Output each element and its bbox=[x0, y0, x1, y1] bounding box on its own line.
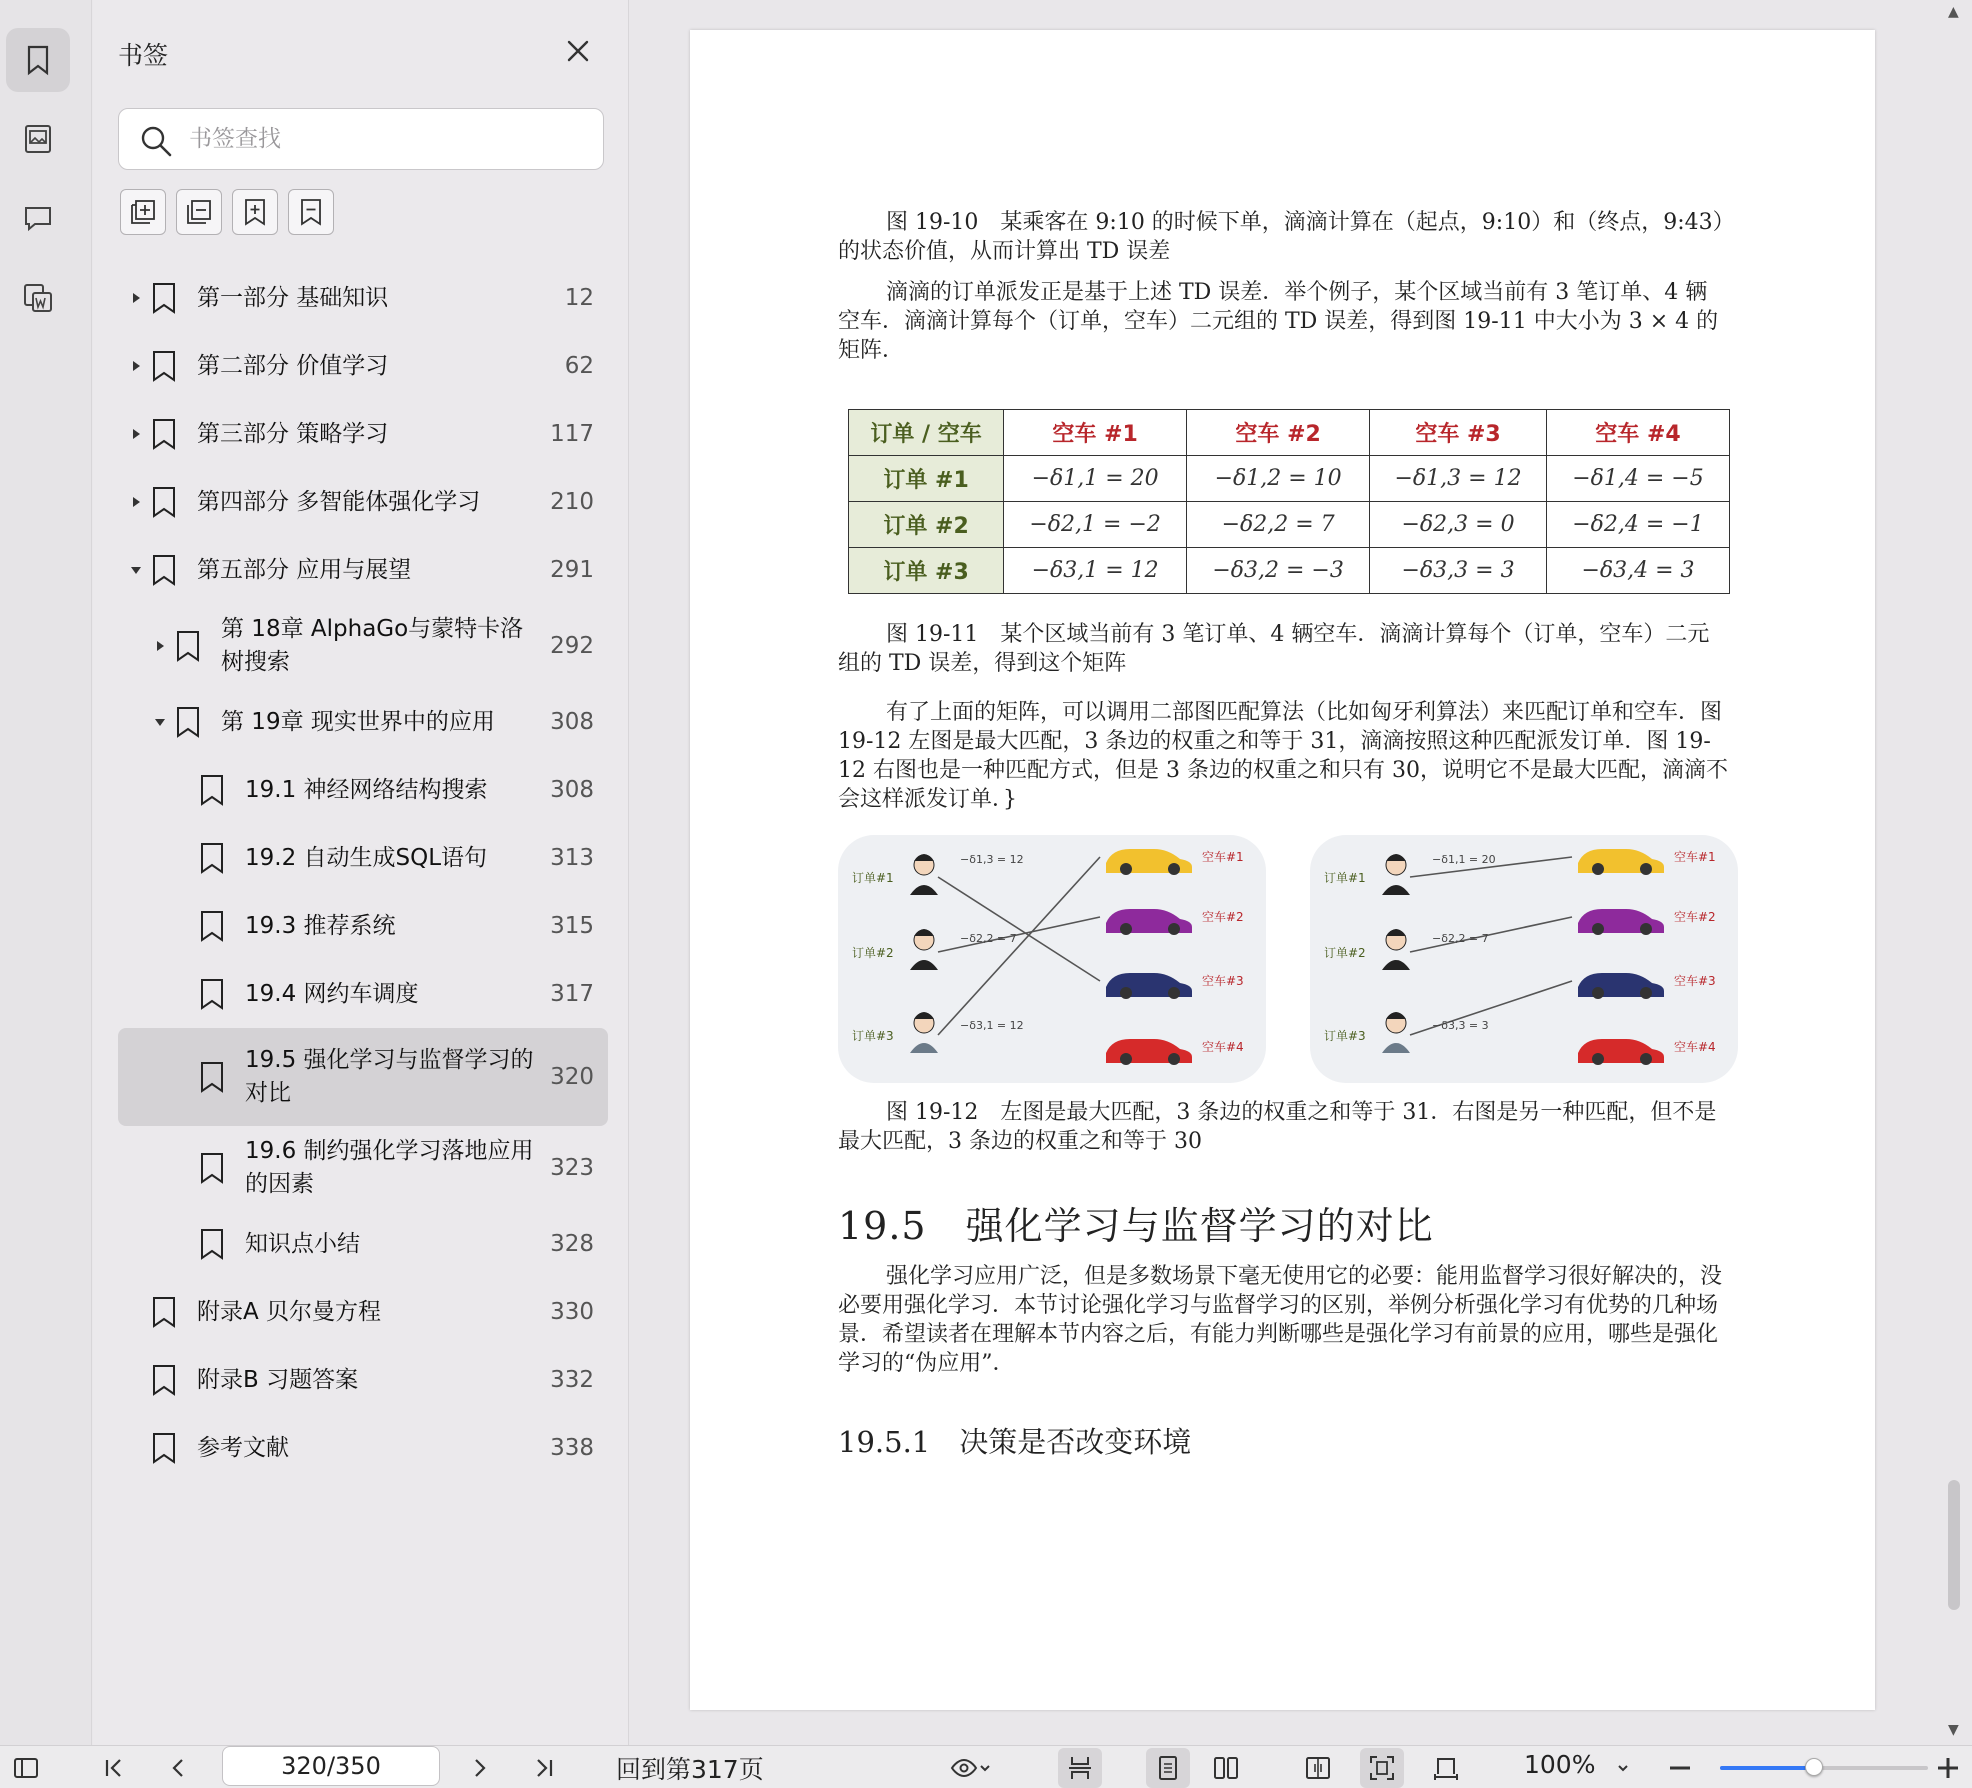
paragraph-2: 有了上面的矩阵，可以调用二部图匹配算法（比如匈牙利算法）来匹配订单和空车．图 19-12 左图是最大匹配，3 条边的权重之和等于 31，滴滴按照这种匹配派发订单．图 19-12 右图也是一种匹配方式，但是 3 条边的权重之和只有 30，说明它不是最大匹配，滴滴不会这样派发订单．} bbox=[838, 700, 1728, 812]
expand-arrow-icon[interactable] bbox=[130, 427, 142, 441]
bookmark-icon bbox=[150, 350, 178, 382]
scrollbar-thumb[interactable] bbox=[1948, 1480, 1960, 1610]
remove-bookmark-button[interactable] bbox=[288, 189, 334, 235]
car-wheel bbox=[1168, 863, 1180, 875]
back-to-page-link[interactable]: 回到第317页 bbox=[616, 1755, 764, 1784]
bookmark-tab[interactable] bbox=[6, 28, 70, 92]
person-body bbox=[1382, 1043, 1410, 1053]
expand-arrow-icon[interactable] bbox=[130, 291, 142, 305]
fit-width-icon bbox=[1432, 1754, 1460, 1782]
person-hair bbox=[914, 854, 934, 861]
order-label: 订单#3 bbox=[852, 1029, 894, 1043]
table-cell: −δ2,3 = 0 bbox=[1370, 502, 1547, 548]
bookmark-page-number: 317 bbox=[550, 981, 594, 1007]
bookmark-icon bbox=[174, 630, 202, 662]
max-matching-figure bbox=[838, 835, 1266, 1083]
table-cell: −δ3,2 = −3 bbox=[1187, 548, 1370, 594]
bookmark-page-number: 315 bbox=[550, 913, 594, 939]
table-cell: −δ1,3 = 12 bbox=[1370, 456, 1547, 502]
bookmark-item[interactable] bbox=[118, 400, 608, 468]
bookmark-icon bbox=[150, 418, 178, 450]
bottom-toolbar bbox=[0, 1745, 1972, 1788]
last-page-button[interactable] bbox=[530, 1752, 558, 1784]
bookmark-label: 第三部分 策略学习 bbox=[197, 420, 389, 447]
first-page-button[interactable] bbox=[100, 1752, 128, 1784]
chevron-left-icon bbox=[164, 1754, 192, 1782]
spacer bbox=[178, 1161, 190, 1175]
continuous-scroll-button[interactable] bbox=[1058, 1748, 1102, 1788]
table-column-header: 空车 #1 bbox=[1004, 410, 1187, 456]
spacer bbox=[178, 919, 190, 933]
spacer bbox=[178, 1070, 190, 1084]
order-label: 订单#2 bbox=[1324, 946, 1366, 960]
bookmark-label: 19.6 制约强化学习落地应用的因素 bbox=[245, 1138, 534, 1197]
bookmark-page-number: 292 bbox=[550, 633, 594, 659]
spacer bbox=[130, 1441, 142, 1455]
fit-page-button[interactable] bbox=[1360, 1748, 1404, 1788]
expand-all-icon bbox=[128, 197, 158, 227]
prev-page-button[interactable] bbox=[164, 1752, 192, 1784]
next-page-button[interactable] bbox=[466, 1752, 494, 1784]
collapse-all-button[interactable] bbox=[176, 189, 222, 235]
two-page-button[interactable] bbox=[1212, 1752, 1240, 1784]
bookmark-item[interactable] bbox=[118, 756, 608, 824]
car-wheel bbox=[1168, 987, 1180, 999]
caption-fig-19-12: 图 19-12 左图是最大匹配，3 条边的权重之和等于 31．右图是另一种匹配，但不是最大匹配，3 条边的权重之和等于 30 bbox=[838, 1100, 1717, 1154]
bookmark-page-number: 313 bbox=[550, 845, 594, 871]
expand-all-button[interactable] bbox=[120, 189, 166, 235]
order-label: 订单#3 bbox=[1324, 1029, 1366, 1043]
table-cell: −δ1,1 = 20 bbox=[1004, 456, 1187, 502]
comment-icon bbox=[21, 201, 55, 235]
table-cell: −δ3,3 = 3 bbox=[1370, 548, 1547, 594]
bookmark-page-number: 332 bbox=[550, 1367, 594, 1393]
table-column-header: 空车 #2 bbox=[1187, 410, 1370, 456]
td-error-table bbox=[848, 409, 1730, 594]
zoom-in-button[interactable] bbox=[1934, 1752, 1962, 1784]
car-wheel bbox=[1592, 987, 1604, 999]
car-wheel bbox=[1592, 1053, 1604, 1065]
car-wheel bbox=[1592, 923, 1604, 935]
collapse-arrow-icon[interactable] bbox=[154, 715, 166, 729]
table-row-header: 订单 #3 bbox=[849, 548, 1004, 594]
car-wheel bbox=[1168, 923, 1180, 935]
zoom-slider-knob[interactable] bbox=[1805, 1758, 1823, 1776]
car-label: 空车#3 bbox=[1202, 974, 1244, 988]
expand-arrow-icon[interactable] bbox=[130, 495, 142, 509]
table-row bbox=[849, 502, 1730, 548]
spacer bbox=[130, 1373, 142, 1387]
spacer bbox=[178, 783, 190, 797]
person-body bbox=[910, 885, 938, 895]
person-hair bbox=[1386, 854, 1406, 861]
bookmark-search[interactable] bbox=[118, 108, 604, 170]
bookmark-icon bbox=[198, 910, 226, 942]
convert-word-icon bbox=[21, 281, 55, 315]
sidebar-toggle-icon bbox=[12, 1754, 40, 1782]
bookmark-item[interactable] bbox=[118, 1346, 608, 1414]
car-label: 空车#3 bbox=[1674, 974, 1716, 988]
bookmark-icon bbox=[174, 706, 202, 738]
bookmark-item[interactable] bbox=[118, 1414, 608, 1482]
table-cell: −δ1,2 = 10 bbox=[1187, 456, 1370, 502]
table-row-header: 订单 #2 bbox=[849, 502, 1004, 548]
bookmark-item[interactable] bbox=[118, 468, 608, 536]
person-hair bbox=[914, 1012, 934, 1019]
bookmark-page-number: 308 bbox=[550, 709, 594, 735]
person-hair bbox=[1386, 1012, 1406, 1019]
view-mode-dropdown[interactable] bbox=[950, 1752, 992, 1784]
caption-fig-19-10: 图 19-10 某乘客在 9:10 的时候下单，滴滴计算在（起点，9:10）和（终点，9:43）的状态价值，从而计算出 TD 误差 bbox=[838, 210, 1724, 264]
page-number-input[interactable]: 320/350 bbox=[222, 1746, 440, 1786]
bookmark-item[interactable] bbox=[118, 960, 608, 1028]
car-wheel bbox=[1640, 987, 1652, 999]
table-cell: −δ3,1 = 12 bbox=[1004, 548, 1187, 594]
zoom-level[interactable]: 100% bbox=[1524, 1750, 1596, 1779]
last-page-icon bbox=[530, 1754, 558, 1782]
add-bookmark-icon bbox=[240, 197, 270, 227]
edge-weight-label: −δ2,2 = 7 bbox=[1432, 932, 1489, 945]
order-label: 订单#2 bbox=[852, 946, 894, 960]
car-wheel bbox=[1120, 863, 1132, 875]
zoom-out-button[interactable] bbox=[1666, 1752, 1694, 1784]
bookmark-item[interactable] bbox=[118, 1126, 608, 1210]
section-heading: 19.5 强化学习与监督学习的对比 bbox=[838, 1204, 1434, 1248]
bookmark-icon bbox=[198, 1228, 226, 1260]
two-page-icon bbox=[1212, 1754, 1240, 1782]
eye-icon bbox=[950, 1754, 978, 1782]
document-area[interactable] bbox=[630, 0, 1972, 1745]
expand-arrow-icon[interactable] bbox=[154, 639, 166, 653]
add-bookmark-button[interactable] bbox=[232, 189, 278, 235]
bookmark-icon bbox=[150, 1432, 178, 1464]
zoom-slider[interactable] bbox=[1720, 1766, 1928, 1770]
car-label: 空车#1 bbox=[1202, 850, 1244, 864]
search-icon bbox=[139, 124, 173, 158]
edge-weight-label: −δ2,2 = 7 bbox=[960, 932, 1017, 945]
car-label: 空车#1 bbox=[1674, 850, 1716, 864]
remove-bookmark-icon bbox=[296, 197, 326, 227]
table-cell: −δ1,4 = −5 bbox=[1546, 456, 1729, 502]
table-cell: −δ2,1 = −2 bbox=[1004, 502, 1187, 548]
order-label: 订单#1 bbox=[1324, 871, 1366, 885]
plus-icon bbox=[1934, 1754, 1962, 1782]
zoom-slider-fill bbox=[1720, 1766, 1814, 1770]
person-body bbox=[910, 1043, 938, 1053]
bookmark-item[interactable] bbox=[118, 1278, 608, 1346]
table-cell: −δ3,4 = 3 bbox=[1546, 548, 1729, 594]
bookmark-page-number: 210 bbox=[550, 489, 594, 515]
person-hair bbox=[914, 929, 934, 936]
bookmark-icon bbox=[198, 1061, 226, 1093]
bookmark-label: 第四部分 多智能体强化学习 bbox=[197, 488, 481, 515]
thumbnail-icon bbox=[21, 122, 55, 156]
bookmark-item[interactable] bbox=[118, 1210, 608, 1278]
bookmark-item[interactable] bbox=[118, 332, 608, 400]
bookmark-item[interactable] bbox=[118, 536, 608, 604]
car-label: 空车#2 bbox=[1202, 910, 1244, 924]
bookmark-icon bbox=[198, 1152, 226, 1184]
car-wheel bbox=[1120, 923, 1132, 935]
edge-weight-label: −δ1,3 = 12 bbox=[960, 853, 1024, 866]
spacer bbox=[130, 1305, 142, 1319]
car-label: 空车#4 bbox=[1674, 1040, 1716, 1054]
table-cell: −δ2,2 = 7 bbox=[1187, 502, 1370, 548]
thumbnail-tab[interactable] bbox=[6, 107, 70, 171]
bookmark-page-number: 62 bbox=[564, 353, 594, 379]
bookmark-page-number: 291 bbox=[550, 557, 594, 583]
bookmark-icon bbox=[150, 1364, 178, 1396]
close-icon[interactable] bbox=[563, 36, 593, 66]
person-body bbox=[910, 960, 938, 970]
car-wheel bbox=[1640, 863, 1652, 875]
bookmark-icon bbox=[198, 842, 226, 874]
car-wheel bbox=[1640, 1053, 1652, 1065]
bookmark-label: 19.2 自动生成SQL语句 bbox=[245, 844, 488, 871]
person-body bbox=[1382, 960, 1410, 970]
car-wheel bbox=[1168, 1053, 1180, 1065]
bookmark-icon bbox=[150, 282, 178, 314]
fit-page-icon bbox=[1368, 1754, 1396, 1782]
comment-tab[interactable] bbox=[6, 186, 70, 250]
bookmark-label: 知识点小结 bbox=[245, 1230, 360, 1257]
collapse-all-icon bbox=[184, 197, 214, 227]
bookmark-page-number: 320 bbox=[550, 1064, 594, 1090]
bookmark-page-number: 338 bbox=[550, 1435, 594, 1461]
bookmark-label: 参考文献 bbox=[197, 1434, 289, 1461]
scroll-up-arrow[interactable]: ▲ bbox=[1948, 4, 1959, 20]
order-label: 订单#1 bbox=[852, 871, 894, 885]
bookmark-label: 第一部分 基础知识 bbox=[197, 284, 389, 311]
person-hair bbox=[1386, 929, 1406, 936]
bookmark-label: 附录A 贝尔曼方程 bbox=[197, 1298, 382, 1325]
bookmark-item[interactable] bbox=[118, 688, 608, 756]
car-wheel bbox=[1640, 923, 1652, 935]
expand-arrow-icon[interactable] bbox=[130, 359, 142, 373]
spacer bbox=[178, 1237, 190, 1251]
chevron-down-icon bbox=[978, 1761, 992, 1775]
bookmark-label: 第 18章 AlphaGo与蒙特卡洛树搜索 bbox=[221, 616, 524, 675]
bookmark-item[interactable] bbox=[118, 1028, 608, 1126]
table-row-header: 订单 #1 bbox=[849, 456, 1004, 502]
bookmark-label: 19.3 推荐系统 bbox=[245, 912, 396, 939]
table-row bbox=[849, 456, 1730, 502]
continuous-scroll-icon bbox=[1066, 1754, 1094, 1782]
bookmark-label: 第 19章 现实世界中的应用 bbox=[221, 708, 495, 735]
caption-fig-19-11: 图 19-11 某个区域当前有 3 笔订单、4 辆空车．滴滴计算每个（订单，空车）二元组的 TD 误差，得到这个矩阵 bbox=[838, 622, 1710, 676]
car-wheel bbox=[1120, 987, 1132, 999]
minus-icon bbox=[1666, 1754, 1694, 1782]
bookmark-item[interactable] bbox=[118, 824, 608, 892]
paragraph-1: 滴滴的订单派发正是基于上述 TD 误差．举个例子，某个区域当前有 3 笔订单、4 辆空车．滴滴计算每个（订单，空车）二元组的 TD 误差，得到图 19-11 中大小为 3 × 4 的矩阵． bbox=[838, 280, 1719, 363]
bookmark-page-number: 117 bbox=[550, 421, 594, 447]
other-matching-figure bbox=[1310, 835, 1738, 1083]
bookmark-icon bbox=[198, 978, 226, 1010]
person-body bbox=[1382, 885, 1410, 895]
chevron-down-icon[interactable] bbox=[1616, 1761, 1630, 1775]
car-label: 空车#4 bbox=[1202, 1040, 1244, 1054]
search-input[interactable] bbox=[189, 119, 589, 159]
book-mode-icon bbox=[1304, 1754, 1332, 1782]
bookmark-icon bbox=[150, 554, 178, 586]
bookmark-label: 第二部分 价值学习 bbox=[197, 352, 389, 379]
chevron-right-icon bbox=[466, 1754, 494, 1782]
subsection-heading: 19.5.1 决策是否改变环境 bbox=[838, 1425, 1192, 1459]
bookmark-item[interactable] bbox=[118, 604, 608, 688]
bookmark-item[interactable] bbox=[118, 264, 608, 332]
car-wheel bbox=[1592, 863, 1604, 875]
edge-weight-label: −δ3,3 = 3 bbox=[1432, 1019, 1489, 1032]
bookmark-icon bbox=[150, 486, 178, 518]
book-mode-button[interactable] bbox=[1304, 1752, 1332, 1784]
bookmark-list bbox=[118, 264, 608, 1482]
bookmark-page-number: 328 bbox=[550, 1231, 594, 1257]
spacer bbox=[178, 987, 190, 1001]
convert-tab[interactable] bbox=[6, 266, 70, 330]
first-page-icon bbox=[100, 1754, 128, 1782]
bookmark-page-number: 330 bbox=[550, 1299, 594, 1325]
bookmark-icon bbox=[150, 1296, 178, 1328]
table-cell: −δ2,4 = −1 bbox=[1546, 502, 1729, 548]
sidebar-rail bbox=[0, 0, 92, 1745]
fit-width-button[interactable] bbox=[1432, 1752, 1460, 1784]
bookmark-page-number: 12 bbox=[564, 285, 594, 311]
bookmark-item[interactable] bbox=[118, 892, 608, 960]
car-wheel bbox=[1120, 1053, 1132, 1065]
edge-weight-label: −δ3,1 = 12 bbox=[960, 1019, 1024, 1032]
table-column-header: 空车 #4 bbox=[1546, 410, 1729, 456]
matching-edge bbox=[938, 877, 1100, 981]
collapse-arrow-icon[interactable] bbox=[130, 563, 142, 577]
panel-title: 书签 bbox=[118, 41, 169, 70]
bookmark-icon bbox=[198, 774, 226, 806]
bookmark-panel bbox=[93, 0, 629, 1745]
scroll-down-arrow[interactable]: ▼ bbox=[1948, 1722, 1959, 1738]
spacer bbox=[178, 851, 190, 865]
bookmark-icon bbox=[21, 43, 55, 77]
bookmark-label: 19.1 神经网络结构搜索 bbox=[245, 776, 488, 803]
bookmark-label: 附录B 习题答案 bbox=[197, 1366, 359, 1393]
single-page-button[interactable] bbox=[1146, 1748, 1190, 1788]
edge-weight-label: −δ1,1 = 20 bbox=[1432, 853, 1496, 866]
table-column-header: 空车 #3 bbox=[1370, 410, 1547, 456]
bookmark-page-number: 323 bbox=[550, 1155, 594, 1181]
table-row bbox=[849, 548, 1730, 594]
bookmark-toolbar bbox=[120, 189, 334, 235]
bookmark-page-number: 308 bbox=[550, 777, 594, 803]
toggle-sidebar-button[interactable] bbox=[12, 1752, 40, 1784]
bookmark-label: 第五部分 应用与展望 bbox=[197, 556, 412, 583]
pdf-page bbox=[690, 30, 1875, 1710]
bookmark-label: 19.5 强化学习与监督学习的对比 bbox=[245, 1047, 534, 1106]
car-label: 空车#2 bbox=[1674, 910, 1716, 924]
single-page-icon bbox=[1154, 1754, 1182, 1782]
paragraph-3: 强化学习应用广泛，但是多数场景下毫无使用它的必要：能用监督学习很好解决的，没必要用强化学习．本节讨论强化学习与监督学习的区别，举例分析强化学习有优势的几种场景．希望读者在理解本节内容之后，有能力判断哪些是强化学习有前景的应用，哪些是强化学习的“伪应用”． bbox=[838, 1264, 1723, 1376]
table-corner-header: 订单 / 空车 bbox=[849, 410, 1004, 456]
bookmark-label: 19.4 网约车调度 bbox=[245, 980, 419, 1007]
